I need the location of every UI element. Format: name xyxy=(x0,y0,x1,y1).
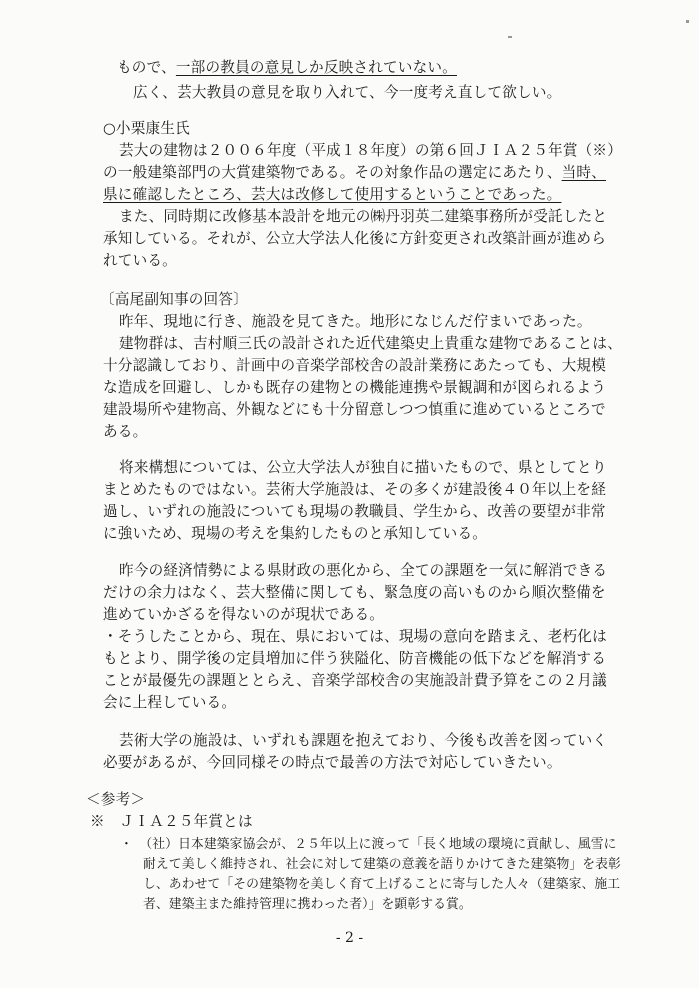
reference-line: 者、建築主また維持管理に携わった者）」を顕彰する賞。 xyxy=(143,897,472,912)
answer-line: 芸術大学の施設は、いずれも課題を抱えており、今後も改善を図っていく xyxy=(119,732,608,749)
answer-line: 必要があるが、今回同様その時点で最善の方法で対応していきたい。 xyxy=(103,754,562,771)
oguri-line: れている。 xyxy=(103,252,177,269)
answer-line: 進めていかざるを得ないのが現状である。 xyxy=(103,606,385,623)
answer-line: 将来構想については、公立大学法人が独自に描いたもので、県としてとり xyxy=(119,459,607,476)
reference-line: し、あわせて「その建築物を美しく育て上げることに寄与した人々（建築家、施工 xyxy=(143,877,621,892)
oguri-line: 承知している。それが、公立大学法人化後に方針変更され改築計画が進めら xyxy=(103,230,606,247)
reference-line: 耐えて美しく維持され、社会に対して建築の意義を語りかけてきた建築物」を表彰 xyxy=(143,857,621,872)
reference-note-title: ※ ＪＩＡ２５年賞とは xyxy=(90,813,253,830)
reference-line: ・ （社）日本建築家協会が、２５年以上に渡って「長く地域の環境に貢献し、風雪に xyxy=(120,837,617,852)
answer-line: な造成を回避し、しかも既存の建物との機能連携や景観調和が図られるよう xyxy=(103,379,606,396)
reference-heading: ＜参考＞ xyxy=(86,791,146,808)
section-heading-oguri: ○小栗康生氏 xyxy=(103,120,190,137)
oguri-line xyxy=(103,162,606,184)
answer-line: ことが最優先の課題ととらえ、音楽学部校舎の実施設計費予算をこの２月議 xyxy=(103,672,607,689)
answer-line: 会に上程している。 xyxy=(103,694,237,711)
answer-line: 昨今の経済情勢による県財政の悪化から、全ての課題を一気に解消できる xyxy=(119,562,608,579)
answer-line: もとより、開学後の定員増加に伴う狭隘化、防音機能の低下などを解消する xyxy=(103,650,606,667)
oguri-line-underlined: 県に確認したところ、芸大は改修して使用するということであった。 xyxy=(103,186,562,203)
intro-line-1 xyxy=(117,57,457,79)
oguri-line: 芸大の建物は２００６年度（平成１８年度）の第６回ＪＩＡ２５年賞（※） xyxy=(119,142,622,159)
answer-line: 十分認識しており、計画中の音楽学部校舎の設計業務にあたっても、大規模 xyxy=(103,357,606,374)
answer-line: だけの余力はなく、芸大整備に関しても、緊急度の高いものから順次整備を xyxy=(103,584,606,601)
intro-line-2: 広く、芸大教員の意見を取り入れて、今一度考え直して欲しい。 xyxy=(133,84,562,101)
scan-speck xyxy=(508,36,512,38)
answer-line: 建物群は、吉村順三氏の設計された近代建築史上貴重な建物であることは、 xyxy=(119,335,622,352)
answer-line: まとめたものではない。芸術大学施設は、その多くが建設後４０年以上を経 xyxy=(103,481,606,498)
answer-line: に強いため、現場の考えを集約したものと承知している。 xyxy=(103,525,488,542)
scan-speck xyxy=(686,20,689,23)
page-number: - 2 - xyxy=(335,930,364,946)
oguri-line: また、同時期に改修基本設計を地元の㈱丹羽英二建築事務所が受託したと xyxy=(119,208,608,225)
answer-line: 過し、いずれの施設についても現場の教職員、学生から、改善の要望が非常 xyxy=(103,503,606,520)
answer-line: 建設場所や建物高、外観などにも十分留意しつつ慎重に進めているところで xyxy=(103,401,606,418)
oguri-text: の一般建築部門の大賞建築物である。その対象作品の選定にあたり、 xyxy=(103,164,562,181)
section-heading-answer: 〔高尾副知事の回答〕 xyxy=(100,291,248,308)
answer-line: ・そうしたことから、現在、県においては、現場の意向を踏まえ、老朽化は xyxy=(103,628,607,645)
answer-line: ある。 xyxy=(103,423,148,440)
underlined-text: 一部の教員の意見しか反映されていない。 xyxy=(175,59,457,76)
intro-text: もので、 xyxy=(117,59,176,76)
answer-line: 昨年、現地に行き、施設を見てきた。地形になじんだ佇まいであった。 xyxy=(119,313,592,330)
underlined-text: 当時、 xyxy=(561,164,606,181)
